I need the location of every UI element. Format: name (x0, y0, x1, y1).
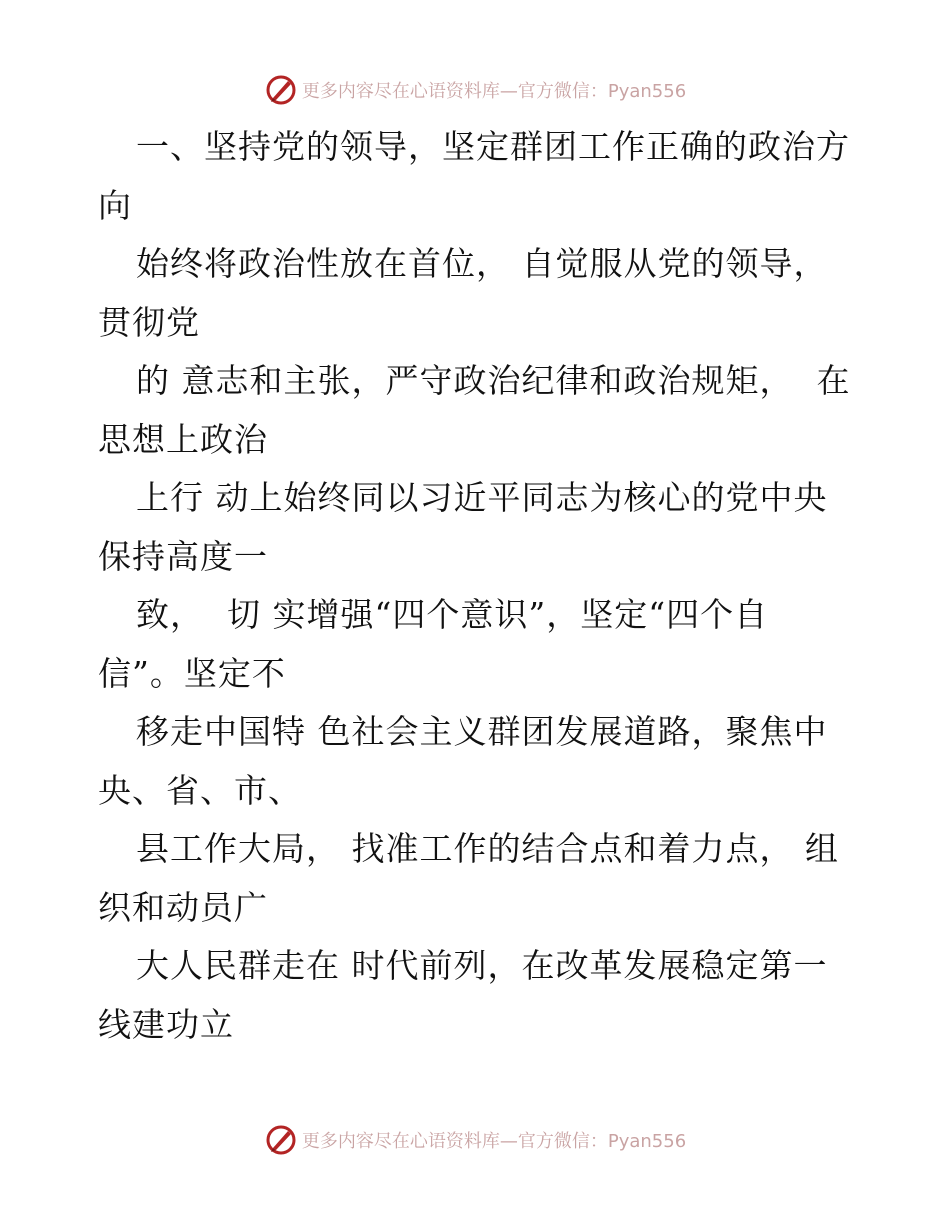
text-line-9: 致， 切 实增强“四个意识”，坚定“四个自 (136, 595, 769, 634)
text-line-1: 一、坚持党的领导，坚定群团工作正确的政治方 (136, 127, 850, 166)
text-line-3: 始终将政治性放在首位， 自觉服从党的领导， (136, 244, 828, 283)
text-line-10: 信”。坚定不 (98, 653, 286, 693)
text-line-7: 上行 动上始终同以习近平同志为核心的党中央 (136, 478, 828, 517)
pen-logo-icon (264, 73, 298, 107)
header-banner-text: 更多内容尽在心语资料库—官方微信：Pyan556 (301, 81, 687, 102)
text-line-2: 向 (98, 185, 132, 225)
text-line-6: 思想上政治 (98, 419, 268, 459)
footer-banner-text: 更多内容尽在心语资料库—官方微信：Pyan556 (301, 1131, 687, 1152)
header-watermark-banner (0, 70, 950, 110)
footer-watermark-banner (0, 1120, 950, 1160)
text-line-15: 大人民群走在 时代前列，在改革发展稳定第一 (136, 946, 828, 985)
text-line-12: 央、省、市、 (98, 770, 302, 810)
pen-logo-icon (264, 1123, 298, 1157)
text-line-11: 移走中国特 色社会主义群团发展道路，聚焦中 (136, 712, 828, 751)
document-body (98, 118, 858, 1054)
text-line-8: 保持高度一 (98, 536, 268, 576)
text-line-5: 的 意志和主张，严守政治纪律和政治规矩， 在 (136, 361, 851, 400)
text-line-13: 县工作大局， 找准工作的结合点和着力点， 组 (136, 829, 839, 868)
text-line-4: 贯彻党 (98, 302, 200, 342)
text-line-14: 织和动员广 (98, 887, 268, 927)
text-line-16: 线建功立 (98, 1004, 234, 1044)
